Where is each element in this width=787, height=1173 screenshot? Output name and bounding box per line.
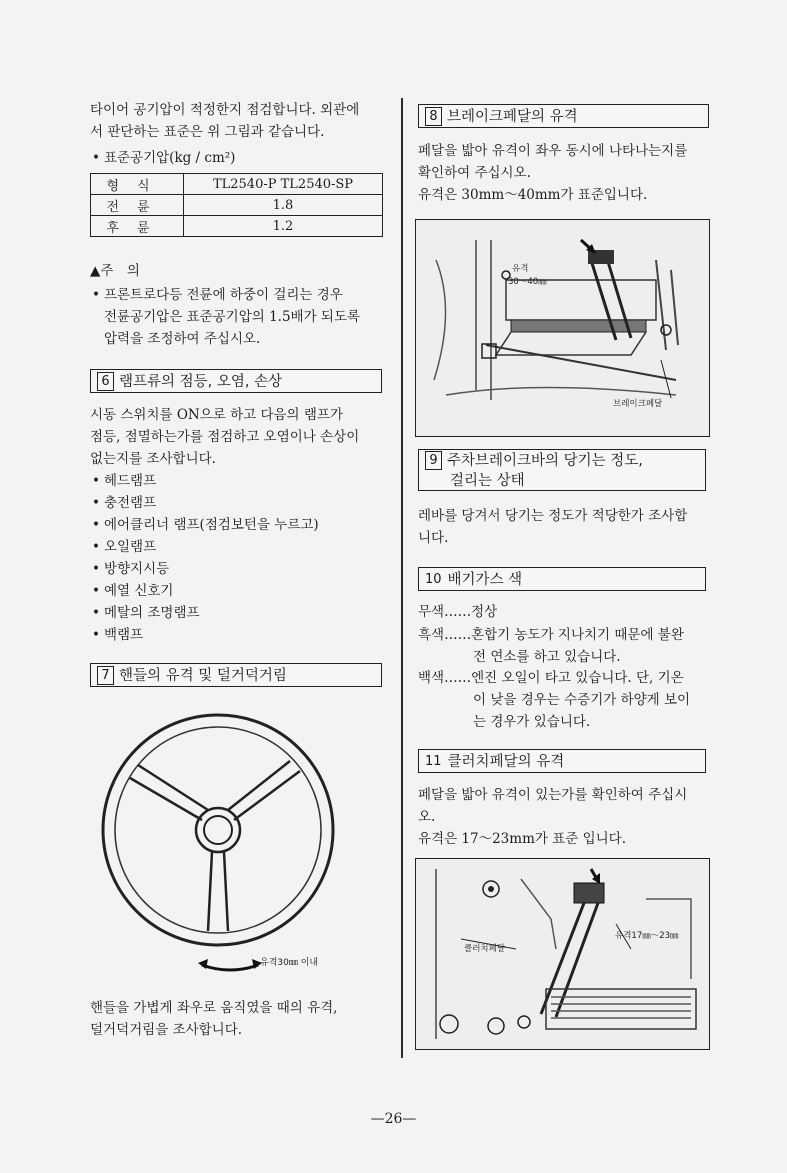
caution-line-3: 압력을 조정하여 주십시오.: [104, 331, 261, 347]
table-row: [91, 174, 383, 195]
table-cell-value: 1.8: [184, 195, 383, 216]
caution-title: ▲주 의: [90, 263, 140, 279]
sec7-line-1: 핸들을 가볍게 좌우로 움직였을 때의 유격,: [90, 1000, 338, 1016]
sec8-line-3: 유격은 30mm～40mm가 표준입니다.: [418, 187, 648, 203]
list-item: • 메탈의 조명램프: [92, 602, 200, 624]
clutch-pedal-figure: [415, 858, 710, 1050]
column-divider: [401, 98, 403, 1058]
steering-wheel-icon: [90, 703, 382, 978]
section-7-heading: 7 핸들의 유격 및 덜거덕거림: [90, 663, 382, 687]
sec8-line-2: 확인하여 주십시오.: [418, 165, 531, 181]
clutch-gap-label: 유격17㎜～23㎜: [615, 931, 679, 941]
section-8-heading: 8 브레이크페달의 유격: [418, 104, 709, 128]
table-header-cell: 형식: [91, 174, 184, 195]
brake-pedal-figure: [415, 219, 710, 437]
sec11-line-1: 페달을 밟아 유격이 있는가를 확인하여 주십시: [418, 787, 688, 803]
list-item: • 방향지시등: [92, 558, 169, 580]
sec6-line-3: 없는지를 조사합니다.: [90, 451, 216, 467]
sec11-line-3: 유격은 17～23mm가 표준 입니다.: [418, 831, 626, 847]
exhaust-row-white-cont-2: 는 경우가 있습니다.: [473, 714, 591, 730]
sec8-line-1: 페달을 밟아 유격이 좌우 동시에 나타나는지를: [418, 143, 688, 159]
exhaust-row-white: 백색……엔진 오일이 타고 있습니다. 단, 기온: [418, 670, 684, 686]
sec6-line-2: 점등, 점멸하는가를 점검하고 오염이나 손상이: [90, 429, 360, 445]
page-number: —26—: [370, 1111, 417, 1127]
caution-line-1: • 프론트로다등 전륜에 하중이 걸리는 경우: [92, 284, 343, 306]
list-item: • 충전램프: [92, 492, 156, 514]
exhaust-row-black-cont: 전 연소를 하고 있습니다.: [473, 649, 621, 665]
table-row: [91, 195, 383, 216]
section-9-heading: 9 주차브레이크바의 당기는 정도, 걸리는 상태: [418, 449, 706, 491]
exhaust-row-colorless: 무색……정상: [418, 604, 498, 620]
list-item: • 에어클리너 램프(점검보턴을 누르고): [92, 514, 319, 536]
table-cell-name: 후륜: [91, 216, 184, 237]
exhaust-row-black: 흑색……혼합기 농도가 지나치기 때문에 불완: [418, 627, 684, 643]
section-10-heading: 10 배기가스 색: [418, 567, 706, 591]
brake-pedal-diagram-icon: [416, 220, 709, 436]
steering-play-label: 유격30㎜ 이내: [260, 958, 319, 968]
brake-gap-label: 유격: [512, 264, 529, 274]
clutch-pedal-label: 클러치페달: [464, 944, 506, 954]
list-item: • 오일램프: [92, 536, 156, 558]
sec9-line-2: 니다.: [418, 530, 449, 546]
table-cell-value: 1.2: [184, 216, 383, 237]
intro-line-1: 타이어 공기압이 적정한지 점검합니다. 외관에: [90, 102, 360, 118]
intro-line-2: 서 판단하는 표준은 위 그림과 같습니다.: [90, 124, 325, 140]
sec11-line-2: 오.: [418, 809, 436, 825]
list-item: • 예열 신호기: [92, 580, 173, 602]
table-cell-name: 전륜: [91, 195, 184, 216]
list-item: • 백램프: [92, 624, 143, 646]
clutch-pedal-diagram-icon: [416, 859, 709, 1049]
sec6-line-1: 시동 스위치를 ON으로 하고 다음의 램프가: [90, 407, 343, 423]
caution-line-2: 전륜공기압은 표준공기압의 1.5배가 되도록: [104, 309, 361, 325]
list-item: • 헤드램프: [92, 470, 156, 492]
section-11-heading: 11 클러치페달의 유격: [418, 749, 706, 773]
table-row: [91, 216, 383, 237]
exhaust-row-white-cont-1: 이 낮을 경우는 수증기가 하양게 보이: [473, 692, 691, 708]
section-6-heading: 6 램프류의 점등, 오염, 손상: [90, 369, 382, 393]
table-header-model: TL2540-P TL2540-SP: [184, 174, 383, 195]
brake-range-label: 30～40㎜: [508, 277, 547, 287]
sec7-line-2: 덜거덕거림을 조사합니다.: [90, 1022, 243, 1038]
pressure-table: [90, 173, 383, 237]
steering-wheel-figure: [90, 703, 382, 978]
sec9-line-1: 레바를 당겨서 당기는 정도가 적당한가 조사합: [418, 508, 688, 524]
pressure-label: • 표준공기압(kg / cm²): [92, 147, 235, 169]
brake-pedal-label: 브레이크페달: [613, 399, 663, 409]
